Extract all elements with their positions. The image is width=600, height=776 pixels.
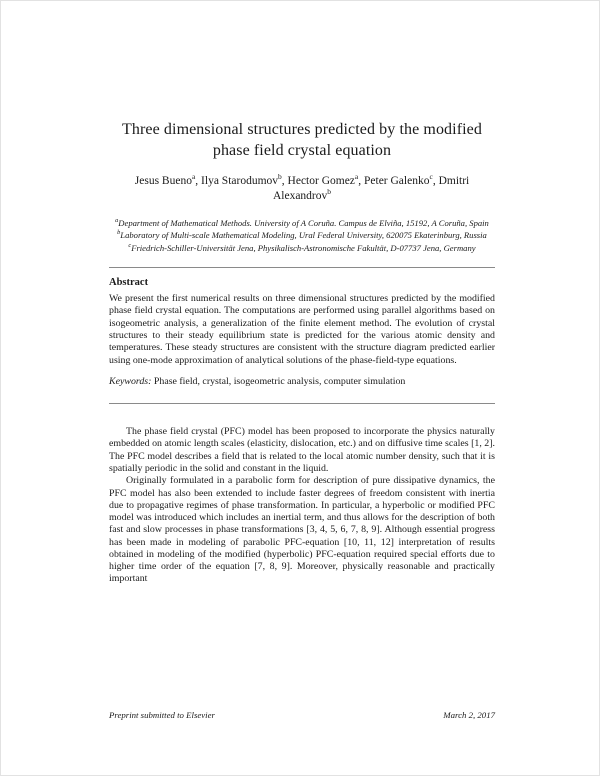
body-paragraph: Originally formulated in a parabolic form for description of pure dissipative dynamics, the PFC model has also been extended to include faster degrees of freedom consistent with inertia due to propagative regimes of phase transformation. In particular, a hyperbolic or modified PFC model was introduced which includes an inertial term, and thus allows for the description of both fast and slow processes in phase transformations [3, 4, 5, 6, 7, 8, 9]. Although essential progress has been made in modeling of parabolic PFC-equation [10, 11, 12] interpretation of results obtained in modeling of the modified (hyperbolic) PFC-equation required special efforts due to higher time order of the equation [7, 8, 9]. Moreover, physically reasonable and practically important xyxy=(109,475,495,585)
author-separator: , xyxy=(432,175,439,188)
keywords-label: Keywords: xyxy=(109,375,152,387)
body-text xyxy=(109,426,495,586)
paper-title: Three dimensional structures predicted by the modified phase field crystal equation xyxy=(122,121,482,160)
author-affil-mark: b xyxy=(278,172,282,182)
affiliations-block xyxy=(109,218,495,254)
footer-date: March 2, 2017 xyxy=(443,710,495,720)
abstract-heading: Abstract xyxy=(109,277,149,289)
author-affil-mark: a xyxy=(191,172,196,182)
affiliation-text: Department of Mathematical Methods. University of A Coruña. Campus de Elviña, 15192, A Coruña, Spain xyxy=(118,218,489,229)
author xyxy=(134,172,202,188)
author xyxy=(287,172,364,188)
author-name: Ilya Starodumov xyxy=(201,175,279,188)
author-separator: , xyxy=(195,175,202,188)
keywords-text: Phase field, crystal, isogeometric analysis, computer simulation xyxy=(153,375,406,387)
abstract-bottom-rule xyxy=(109,403,495,404)
abstract-text: We present the first numerical results on three dimensional structures predicted by the modified phase field crystal equation. The computations are performed using parallel algorithms based on isogeometric analysis, a generalization of the finite element method. The evolution of crystal structures to their steady equilibrium state is predicted for the various atomic density and temperatures. These steady structures are consistent with the structure diagram predicted earlier using one-mode approximation of analytical solutions of the phase-field-type equations. xyxy=(109,293,495,366)
page-footer xyxy=(109,710,495,720)
authors-line xyxy=(109,174,495,204)
author-separator: , xyxy=(281,175,288,188)
author-separator: , xyxy=(358,175,364,188)
affiliation-mark: c xyxy=(128,241,132,249)
author-name: Hector Gomez xyxy=(287,175,355,188)
keywords-line xyxy=(109,376,495,388)
author xyxy=(201,172,288,188)
affiliation xyxy=(109,243,495,254)
author-affil-mark: b xyxy=(327,187,332,197)
author-affil-mark: a xyxy=(354,172,359,182)
affiliation xyxy=(109,230,495,241)
abstract-top-rule xyxy=(109,267,495,268)
affiliation-text: Friedrich-Schiller-Universität Jena, Physikalisch-Astronomische Fakultät, D-07737 Jena, Germany xyxy=(131,242,476,253)
affiliation-text: Laboratory of Multi-scale Mathematical Modeling, Ural Federal University, 620075 Ekaterinburg, Russia xyxy=(120,230,487,241)
footer-left-note: Preprint submitted to Elsevier xyxy=(109,710,215,720)
affiliation xyxy=(109,218,495,229)
author-name: Jesus Bueno xyxy=(134,175,192,188)
affiliation-mark: b xyxy=(117,229,121,237)
author-name: Dmitri Alexandrov xyxy=(272,175,470,203)
body-paragraph: The phase field crystal (PFC) model has been proposed to incorporate the physics naturally embedded on atomic length scales (elasticity, dislocation, etc.) and on diffusive time scales [1, 2]. The PFC model describes a field that is related to the local atomic number density, such that it is spatially periodic in the solid and constant in the liquid. xyxy=(109,426,495,474)
text-column xyxy=(109,1,495,586)
author-affil-mark: c xyxy=(429,172,433,182)
affiliation-mark: a xyxy=(115,217,119,225)
author xyxy=(364,172,439,188)
author-name: Peter Galenko xyxy=(364,175,430,188)
